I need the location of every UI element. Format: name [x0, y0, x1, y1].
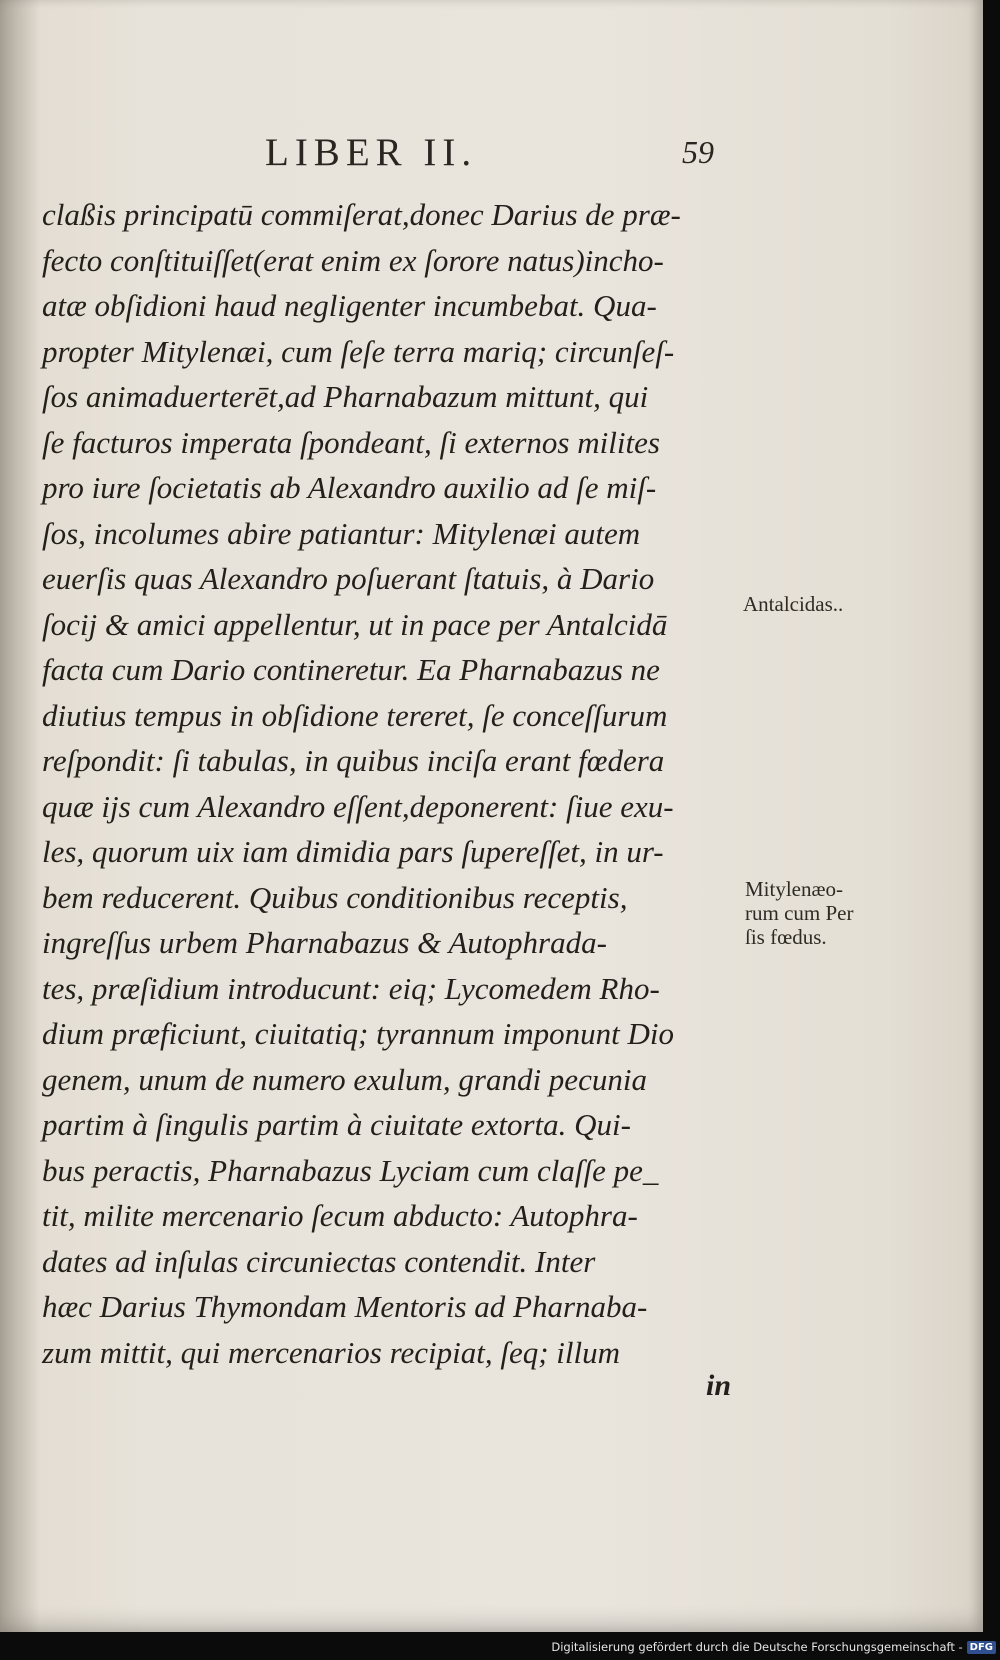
text-line: fecto conſtituiſſet(erat enim ex ſorore natus)incho- — [42, 242, 664, 278]
text-line: les, quorum uix iam dimidia pars ſupereſſet, in ur- — [42, 834, 664, 869]
page-number: 59 — [682, 134, 714, 170]
text-line: pro iure ſocietatis ab Alexandro auxilio ad ſe miſ- — [42, 470, 657, 505]
text-line: bem reducerent. Quibus conditionibus receptis, — [42, 879, 628, 915]
digitization-footer — [551, 1637, 996, 1657]
text-line: ſe facturos imperata ſpondeant, ſi externos milites — [42, 424, 660, 460]
text-line: ſocij & amici appellentur, ut in pace per Antalcidā — [42, 606, 668, 642]
marginal-note-line: ſis fœdus. — [745, 925, 827, 949]
marginal-note-antalcidas: Antalcidas.. — [743, 592, 844, 616]
text-line: bus peractis, Pharnabazus Lyciam cum claſſe pe_ — [42, 1152, 659, 1188]
marginal-note-line: rum cum Per — [745, 901, 854, 925]
text-line: ſos, incolumes abire patiantur: Mitylenæi autem — [42, 515, 641, 551]
page-header — [40, 130, 720, 182]
text-line: facta cum Dario contineretur. Ea Pharnabazus ne — [42, 652, 660, 687]
text-line: euerſis quas Alexandro poſuerant ſtatuis, à Dario — [42, 561, 655, 596]
text-line: tit, milite mercenario ſecum abducto: Autophra- — [42, 1198, 638, 1233]
text-line: partim à ſingulis partim à ciuitate extorta. Qui- — [42, 1107, 631, 1142]
text-line: tes, præſidium introducunt: eiq; Lycomedem Rho- — [42, 970, 660, 1006]
text-line: diutius tempus in obſidione tereret, ſe conceſſurum — [42, 697, 668, 733]
marginal-note-foedus — [745, 877, 853, 949]
text-line: ſos animaduerterēt,ad Pharnabazum mittunt, qui — [42, 379, 649, 414]
marginal-note-line: Mitylenæo- — [745, 877, 843, 901]
text-line: genem, unum de numero exulum, grandi pecunia — [42, 1061, 647, 1097]
text-line: hæc Darius Thymondam Mentoris ad Pharnaba- — [42, 1289, 648, 1324]
text-line: atæ obſidioni haud negligenter incumbebat. Qua- — [42, 288, 657, 323]
text-line: claßis principatū commiſerat,donec Darius de præ- — [42, 197, 681, 232]
body-text — [42, 192, 742, 1375]
text-line: ingreſſus urbem Pharnabazus & Autophrada- — [42, 925, 607, 960]
running-head: LIBER II. — [265, 131, 478, 174]
dfg-logo-icon: DFG — [967, 1641, 996, 1654]
catchword: in — [706, 1369, 732, 1402]
text-line: propter Mitylenæi, cum ſeſe terra mariq; circunſeſ- — [42, 333, 675, 369]
text-line: quæ ijs cum Alexandro eſſent,deponerent: ſiue exu- — [42, 788, 674, 824]
funding-credit: Digitalisierung gefördert durch die Deutsche Forschungsgemeinschaft - — [551, 1640, 963, 1654]
text-line: reſpondit: ſi tabulas, in quibus inciſa erant fœdera — [42, 743, 665, 778]
text-line: zum mittit, qui mercenarios recipiat, ſeq; illum — [42, 1334, 621, 1370]
text-line: dium præficiunt, ciuitatiq; tyrannum imponunt Dio — [42, 1016, 675, 1051]
text-line: dates ad inſulas circuniectas contendit. Inter — [42, 1243, 596, 1279]
